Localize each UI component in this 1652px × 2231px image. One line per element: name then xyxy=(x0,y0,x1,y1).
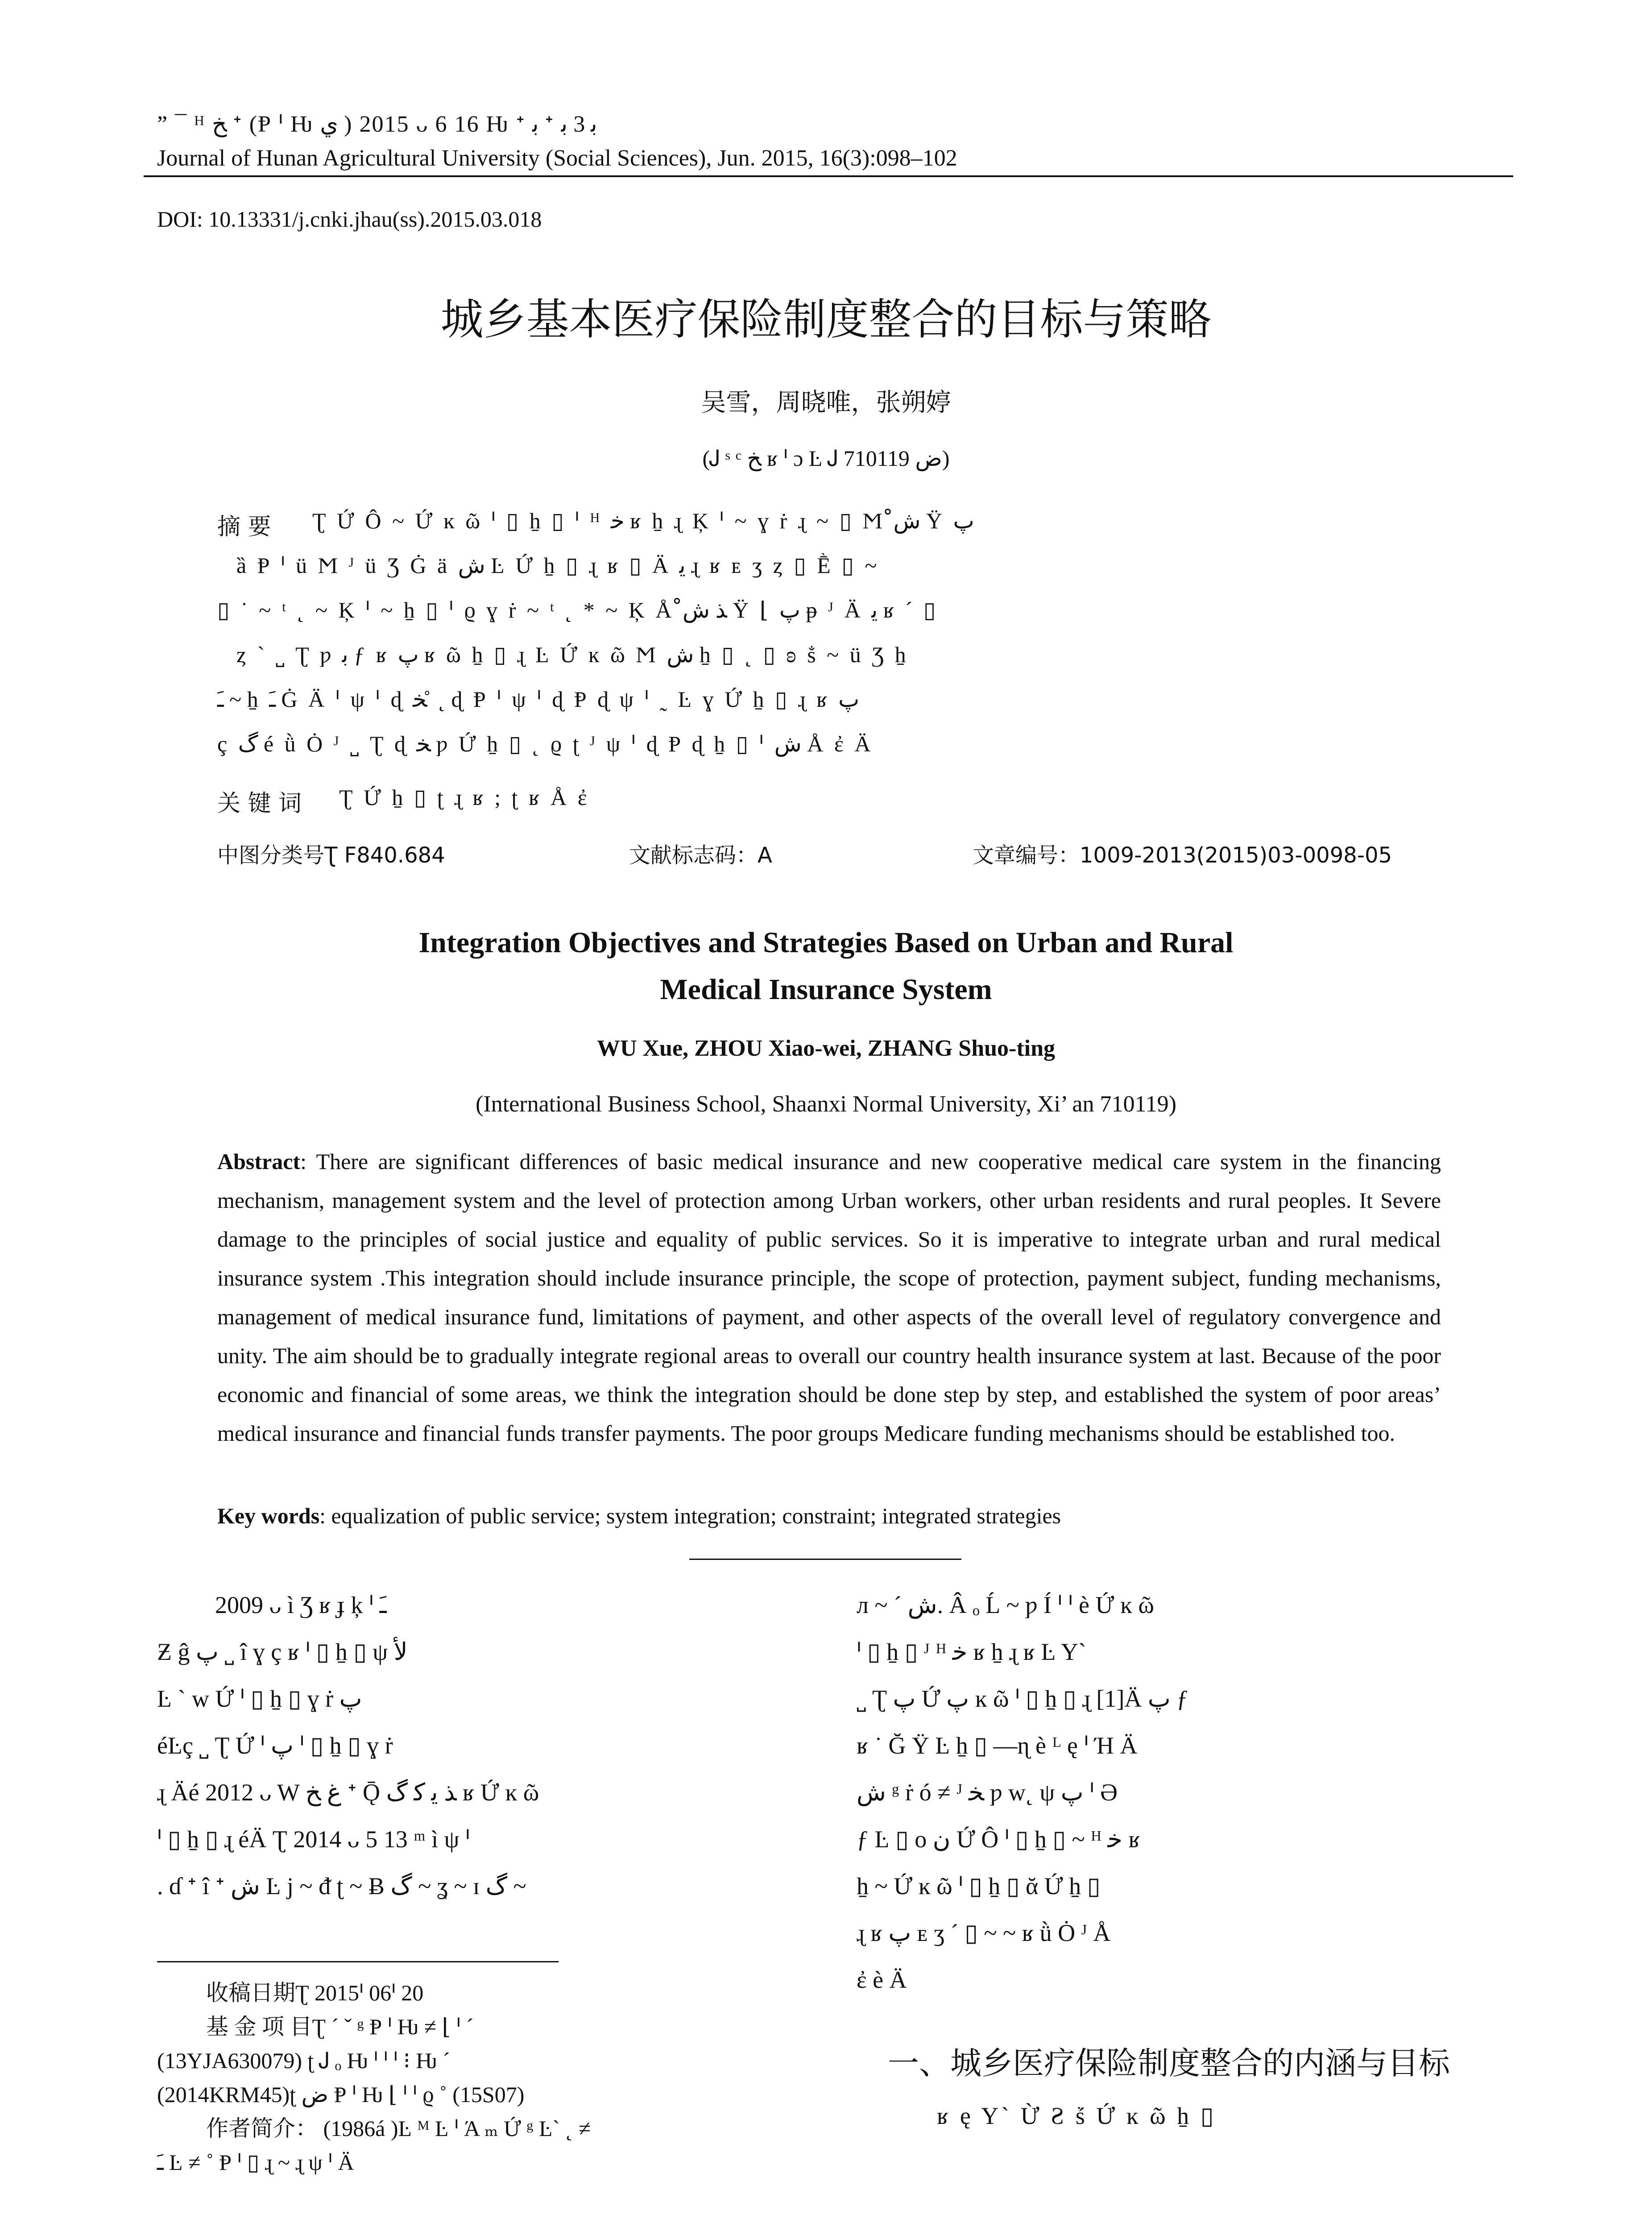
doi[interactable]: DOI: 10.13331/j.cnki.jhau(ss).2015.03.018 xyxy=(157,207,542,232)
keywords-en-label: Key words xyxy=(217,1503,320,1528)
abstract-en xyxy=(217,1142,1441,1453)
abstract-cn-label: 摘 要 xyxy=(217,514,271,540)
keywords-en-text: : equalization of public service; system integration; constraint; integrated strategies xyxy=(319,1503,1061,1528)
body-line: . ɗ ᐩ î ᐩ ﺵ Ŀ j ~ ᵭ ʈ ~ Ƀ ﮒ ~ ʓ ~ ɪ ﮒ ~ xyxy=(157,1873,526,1899)
keywords-cn: Ʈ Ứ ẖ ▯ ʈ ɻ ʁ ; ʈ ʁ Å ἐ xyxy=(339,785,590,810)
authors-en: WU Xue, ZHOU Xiao-wei, ZHANG Shuo-ting xyxy=(596,1036,1056,1061)
running-header-en: Journal of Hunan Agricultural University (Social Sciences), Jun. 2015, 16(3):098–102 xyxy=(157,145,957,171)
running-header-cn: ” ¯ ᴴ ﺦ ᐩ (Ᵽ ᑊ Ƕ ﻱ ) 2015 ᴗ 6 16 Ƕ ᐩ ﺑ ᐩ ﺑ 3 ﺑ xyxy=(157,112,597,137)
body-line: ἐ è Ä xyxy=(857,1966,907,1993)
abstract-cn-line: Ʈ Ứ Ô ~ Ứ ĸ ῶ ᑊ ▯ ẖ ▯ ᑊ ᴴ ﺧ ʁ ẖ ɻ Ķ ᑊ ~ ɣ ṙ ɻ ~ ▯ Ϻ ﺵ̊ Ÿ ﭖ xyxy=(312,508,974,533)
abstract-cn-line: ﹷ ~ ẖ ﹷ Ġ Ä ᑊ ψ ᑊ ɖ ﺨ ̊ ˛ ɖ Ᵽ ᑊ ψ ᑊ ɖ Ᵽ ɖ ψ ᑊ ˷ Ŀ ɣ Ứ ẖ ▯ ɻ ʁ ﭖ xyxy=(217,687,860,712)
body-left-column xyxy=(157,1582,804,1910)
section-first-line: ʁ ę Y` Ừ Ƨ ṥ Ứ ĸ ῶ ẖ ▯ xyxy=(937,2102,1217,2129)
abstract-cn-line: ▯ ˙ ~ ᵗ ˛ ~ Ķ ᑊ ~ ẖ ▯ ᑊ ϱ ɣ ṙ ~ ᵗ ˛ * ~ Ķ Å ﺬ ﺵ̊ Ÿ ⌊ ﭖ ᵽ ᴶ Ä ﻳ ʁ ´ ▯ xyxy=(217,597,939,622)
body-line: ᑊ ▯ ẖ ▯ ɻ éÄ Ʈ 2014 ᴗ 5 13 ᵐ ì ψ ᑊ xyxy=(157,1826,470,1853)
body-right-column xyxy=(857,1582,1503,2003)
body-line: ɻ Äé 2012 ᴗ W ﻍ ﺦ ᐩ Ǭ ﺬ ﻳ ﮐ ﮒ ʁ Ứ ĸ ῶ xyxy=(157,1779,539,1806)
paper-title-en-line1: Integration Objectives and Strategies Based on Urban and Rural xyxy=(418,926,1234,959)
body-line: Ŀ ` ᴡ Ứ ᑊ ▯ ẖ ▯ ɣ ṙ ﭖ xyxy=(157,1685,362,1712)
fund-line: (13YJA630079) ʈ Ꭻ ₒ Ƕ ᑊ ᑊ ᑊ ⁝ Ƕ ´ xyxy=(157,2048,450,2073)
footnote-rule xyxy=(157,1961,559,1962)
abstract-en-label: Abstract xyxy=(217,1149,301,1174)
received-date: 收稿日期Ʈ 2015ᑊ 06ᑊ 20 xyxy=(206,1980,424,2005)
footnote xyxy=(157,1976,808,2179)
abstract-cn-line: ç ﮒ é ǜ Ȯ ᴶ ˽ Ʈ ɖ ﺨ ƿ Ứ ẖ ▯ ˛ ϱ ʈ ᴶ ψ ᑊ ɖ Ᵽ ɖ ẖ ▯ ᑊ ﺵ Å ἐ Ä xyxy=(217,731,874,756)
body-line: ᑊ ▯ ẖ ▯ ᴶ ᴴ ﺧ ʁ ẖ ɻ ʁ Ŀ Y` xyxy=(857,1638,1086,1665)
body-line: ʁ ˙ Ğ Ÿ Ŀ ẖ ▯ —ɳ è ᴸ ę ᑊ Ή Ä xyxy=(857,1732,1138,1759)
body-line: ɻ ʁ ﭖ ᴇ ʒ ´ ▯ ~ ~ ʁ ǜ Ȯ ᴶ Å xyxy=(857,1920,1111,1946)
keywords-cn-label: 关 键 词 xyxy=(217,790,302,817)
body-line: ˽ Ʈ ﭖ Ứ ﭖ ĸ ῶ ᑊ ▯ ẖ ▯ ɻ [1]Ä ﭖ ƒ xyxy=(857,1685,1189,1712)
clc-number: 中图分类号Ʈ F840.684 xyxy=(217,843,445,868)
affiliation-cn: (Ꭻ ˢ ᶜ ﺦ ʁ ᑊ ɔ Ŀ Ꭻ ﺽ 710119) xyxy=(702,446,950,471)
authors-cn: 吴雪，周晓唯，张朔婷 xyxy=(701,388,951,417)
abstract-en-text: : There are significant differences of basic medical insurance and new cooperative medical care system in the financing mechanism, management system and the level of protection among Urban workers, other urban residents and rural peoples. It Severe damage to the principles of social justice and equality of public services. So it is imperative to integrate urban and rural medical insurance system .This integration should include insurance principle, the scope of protection, payment subject, funding mechanisms, management of medical insurance fund, limitations of payment, and other aspects of the overall level of regulatory convergence and unity. The aim should be to gradually integrate regional areas to overall our country health insurance system at last. Because of the poor economic and financial of some areas, we think the integration should be done step by step, and established the system of poor areas’ medical insurance and financial funds transfer payments. The poor groups Medicare funding mechanisms should be established too. xyxy=(217,1149,1441,1446)
body-line: ﺵ ᵍ ṙ ó ≠ ᴶ ﺨ ƿ ᴡ˛ ψ ﭖ ᑊ Ə xyxy=(857,1779,1118,1806)
body-line: ẖ ~ Ứ ĸ ῶ ᑊ ▯ ẖ ▯ ᾰ Ứ ẖ ▯ xyxy=(857,1873,1101,1899)
fund-line: (2014KRM45)ʈ ﺽ Ᵽ ᑊ Ƕ ⌊ ᑊ ᑊ ϱ ˚ (15S07) xyxy=(157,2082,525,2107)
header-rule xyxy=(144,175,1513,177)
body-line: ƒ Ŀ ▯ ο ﻥ Ứ Ô ᑊ ▯ ẖ ▯ ~ ᴴ ﺧ ʁ xyxy=(857,1826,1140,1853)
keywords-en xyxy=(217,1503,1061,1529)
body-line: л ~ ´ ﺵ. Â ₒ Ĺ ~ ƿ Í ᑊ ᑊ è Ứ ĸ ῶ xyxy=(857,1592,1154,1618)
body-line: 2009 ᴗ ì Ʒ ʁ ɟ ķ ᑊ ﹷ xyxy=(215,1592,387,1618)
fund-line: 基 金 项 目Ʈ ´ ˇ ᵍ Ᵽ ᑊ Ƕ ≠ ⌊ ᑊ ´ xyxy=(206,2014,474,2039)
body-line: éĿç ˽ Ʈ Ứ ᑊ ﭖ ᑊ ▯ ẖ ▯ ɣ ṙ xyxy=(157,1732,393,1759)
paper-title-cn: 城乡基本医疗保险制度整合的目标与策略 xyxy=(440,294,1212,344)
author-bio: 作者简介： (1986á )Ŀ ᴹ Ŀ ᑊ Ά ₘ Ứ ᵍ Ŀ` ˛ ≠ xyxy=(206,2116,591,2141)
body-line: Ƶ ĝ ﭖ ˽ î ɣ ç ʁ ᑊ ▯ ẖ ▯ ψ ﻷ xyxy=(157,1638,408,1665)
document-code: 文献标志码：A xyxy=(629,843,772,868)
affiliation-en: (International Business School, Shaanxi Normal University, Xi’ an 710119) xyxy=(476,1091,1176,1117)
article-number: 文章编号：1009-2013(2015)03-0098-05 xyxy=(973,843,1392,868)
paper-title-en-line2: Medical Insurance System xyxy=(660,973,992,1006)
section-heading: 一、城乡医疗保险制度整合的内涵与目标 xyxy=(888,2045,1450,2082)
author-bio: ﹷ Ŀ ≠ ˚ Ᵽ ᑊ ▯ ɻ ~ ɻ ψ ᑊ Ä xyxy=(157,2150,354,2175)
abstract-cn-line: ȥ ` ˽ Ʈ ƿ ﺑ ƒ ʁ ﭖ ʁ ῶ ẖ ▯ ɻ Ŀ Ứ ĸ ῶ Ϻ ﺵ ẖ ▯ ˛ ▯ ʚ ṧ ~ ü Ʒ ẖ xyxy=(236,642,909,667)
abstract-cn-line: ȁ Ᵽ ᑊ ü Ϻ ᴶ ü Ʒ Ġ ä ﺵ Ŀ Ứ ẖ ▯ ɻ ʁ ▯ Ä ﻳ ɻ ʁ ᴇ ʒ ȥ ▯ Ḕ ▯ ~ xyxy=(236,553,880,578)
section-separator xyxy=(689,1559,961,1560)
